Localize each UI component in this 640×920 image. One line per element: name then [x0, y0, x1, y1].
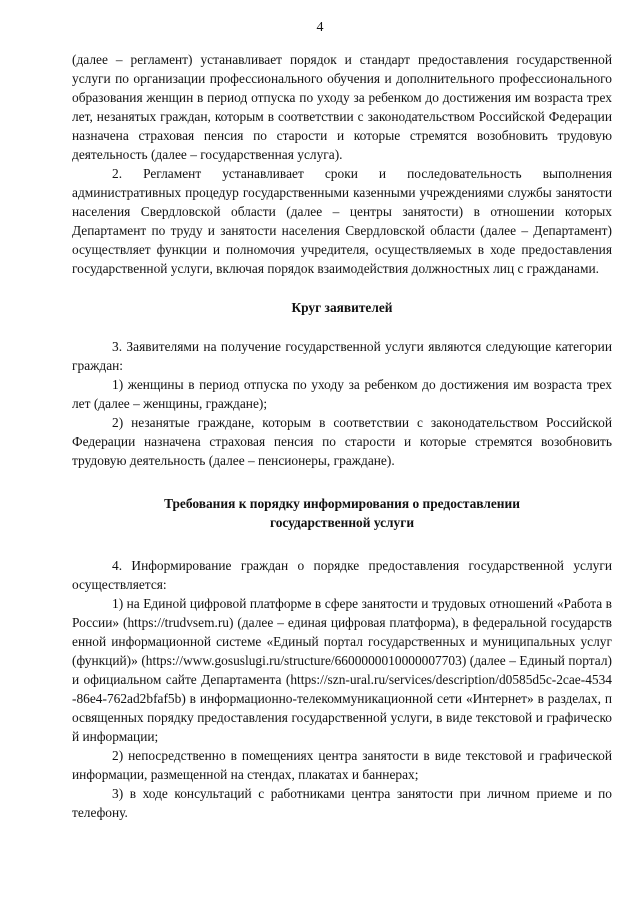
page-number: 4 — [316, 20, 324, 35]
paragraph-4: 4. Информирование граждан о порядке предоставления государственной услуги осуществляется: — [72, 558, 612, 592]
section-heading-information-line2: государственной услуги — [269, 515, 415, 530]
section-heading-information-line1: Требования к порядку информирования о предоставлении — [164, 496, 520, 511]
paragraph-2: 2. Регламент устанавливает сроки и последовательность выполнения административных процедур государственными казенными учреждениями службы занятости населения Свердловской области (далее – центры занятости) в отношении которых Департамент по труду и занятости населения Свердловской области (далее – Департамент) осуществляет функции и полномочия учредителя, осуществляемых в ходе предоставления государственной услуги, включая порядок взаимодействия должностных лиц с гражданами. — [72, 166, 612, 276]
section-heading-applicants: Круг заявителей — [291, 300, 393, 315]
paragraph-3: 3. Заявителями на получение государственной услуги являются следующие категории граждан: — [72, 339, 612, 373]
list-item-consultations: 3) в ходе консультаций с работниками центра занятости при личном приеме и по телефону. — [72, 786, 612, 820]
list-item-online-portals: 1) на Единой цифровой платформе в сфере занятости и трудовых отношений «Работа в России» (https://trudvsem.ru) (далее – единая цифровая платформа), в федеральной государственной информационной системе «Единый портал государственных и муниципальных услуг (функций)» (https://www.gosuslugi.ru/structure/6600000010000007703) (далее – Единый портал) и официальном сайте Департамента (https://szn-ural.ru/services/description/d0585d5c-2cae-4534-86e4-762ad2bfaf5b) в информационно-телекоммуникационной сети «Интернет» в разделах, посвященных порядку предоставления государственной услуги, в виде текстовой и графической информации; — [72, 596, 612, 744]
intro-paragraph: (далее – регламент) устанавливает порядок и стандарт предоставления государственной услуги по организации профессионального обучения и дополнительного профессионального образования женщин в период отпуска по уходу за ребенком до достижения им возраста трех лет, незанятых граждан, которым в соответствии с законодательством Российской Федерации назначена страховая пенсия по старости и которые стремятся возобновить трудовую деятельность (далее – государственная услуга). — [72, 52, 612, 162]
document-body — [72, 50, 612, 822]
list-item-pensioners: 2) незанятые граждане, которым в соответствии с законодательством Российской Федерации назначена страховая пенсия по старости и которые стремятся возобновить трудовую деятельность (далее – пенсионеры, граждане). — [72, 415, 612, 468]
list-item-women: 1) женщины в период отпуска по уходу за ребенком до достижения им возраста трех лет (далее – женщины, граждане); — [72, 377, 612, 411]
list-item-premises: 2) непосредственно в помещениях центра занятости в виде текстовой и графической информации, размещенной на стендах, плакатах и баннерах; — [72, 748, 612, 782]
